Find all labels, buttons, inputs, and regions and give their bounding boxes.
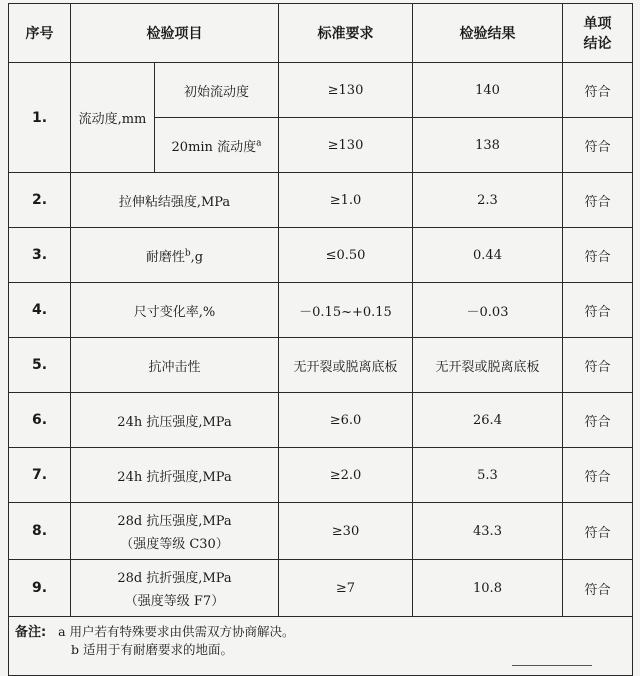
row-number: 6.	[9, 393, 71, 448]
result-value: 无开裂或脱离底板	[413, 338, 563, 393]
result-value: 5.3	[413, 448, 563, 503]
conclusion-value: 符合	[563, 228, 633, 283]
conclusion-value: 符合	[563, 63, 633, 118]
result-value: 10.8	[413, 560, 563, 617]
standard-value: ≥130	[279, 118, 413, 173]
item-name: 尺寸变化率,%	[71, 283, 279, 338]
header-conclusion-line1: 单项	[583, 16, 612, 32]
item-name: 24h 抗折强度,MPa	[71, 448, 279, 503]
item-name	[71, 503, 279, 560]
conclusion-value: 符合	[563, 393, 633, 448]
standard-value: ≥7	[279, 560, 413, 617]
conclusion-value: 符合	[563, 118, 633, 173]
result-value: 26.4	[413, 393, 563, 448]
conclusion-value: 符合	[563, 283, 633, 338]
conclusion-value: 符合	[563, 448, 633, 503]
row-number: 8.	[9, 503, 71, 560]
table-row	[9, 63, 633, 118]
header-row	[9, 4, 633, 63]
item-grade: （强度等级 F7）	[124, 594, 225, 609]
header-conclusion	[563, 4, 633, 63]
item-name: 拉伸粘结强度,MPa	[71, 173, 279, 228]
item-label: 28d 抗压强度,MPa	[117, 514, 232, 529]
standard-value: ≥30	[279, 503, 413, 560]
notes-cell	[9, 617, 633, 676]
result-value: 43.3	[413, 503, 563, 560]
inspection-sheet	[8, 3, 632, 676]
header-no: 序号	[9, 4, 71, 63]
row-number: 2.	[9, 173, 71, 228]
item-name: 24h 抗压强度,MPa	[71, 393, 279, 448]
table-row	[9, 393, 633, 448]
item-label: 28d 抗折强度,MPa	[117, 571, 232, 586]
table-row	[9, 173, 633, 228]
row-number: 1.	[9, 63, 71, 173]
item-grade: （强度等级 C30）	[120, 537, 229, 552]
header-result: 检验结果	[413, 4, 563, 63]
standard-value: ≤0.50	[279, 228, 413, 283]
standard-value: －0.15~+0.15	[279, 283, 413, 338]
row-number: 3.	[9, 228, 71, 283]
item-unit: ,g	[190, 249, 204, 265]
sub-item-name: 初始流动度	[155, 63, 279, 118]
sub-item-label: 20min 流动度	[171, 139, 257, 155]
item-name	[71, 560, 279, 617]
inspection-table	[8, 3, 633, 676]
notes-row	[9, 617, 633, 676]
footnote-mark: b	[184, 248, 191, 259]
row-number: 9.	[9, 560, 71, 617]
header-item: 检验项目	[71, 4, 279, 63]
conclusion-value: 符合	[563, 503, 633, 560]
standard-value: ≥1.0	[279, 173, 413, 228]
item-name: 流动度,mm	[71, 63, 155, 173]
table-row	[9, 283, 633, 338]
note-a: a 用户若有特殊要求由供需双方协商解决。	[58, 624, 295, 639]
standard-value: ≥130	[279, 63, 413, 118]
row-number: 4.	[9, 283, 71, 338]
result-value: 138	[413, 118, 563, 173]
signature-line	[512, 665, 592, 666]
table-row	[9, 503, 633, 560]
standard-value: ≥6.0	[279, 393, 413, 448]
notes-label: 备注:	[15, 625, 47, 640]
result-value: 140	[413, 63, 563, 118]
item-name	[71, 228, 279, 283]
result-value: 2.3	[413, 173, 563, 228]
footnote-mark: a	[256, 138, 262, 149]
table-row	[9, 560, 633, 617]
result-value: 0.44	[413, 228, 563, 283]
standard-value: 无开裂或脱离底板	[279, 338, 413, 393]
item-label: 耐磨性	[145, 249, 185, 265]
item-name: 抗冲击性	[71, 338, 279, 393]
row-number: 7.	[9, 448, 71, 503]
conclusion-value: 符合	[563, 338, 633, 393]
table-row	[9, 448, 633, 503]
table-row	[9, 338, 633, 393]
note-b: b 适用于有耐磨要求的地面。	[71, 642, 233, 657]
row-number: 5.	[9, 338, 71, 393]
conclusion-value: 符合	[563, 560, 633, 617]
header-conclusion-line2: 结论	[583, 36, 612, 52]
result-value: －0.03	[413, 283, 563, 338]
sub-item-name	[155, 118, 279, 173]
standard-value: ≥2.0	[279, 448, 413, 503]
table-row	[9, 228, 633, 283]
note-a-line	[15, 621, 626, 640]
header-standard: 标准要求	[279, 4, 413, 63]
conclusion-value: 符合	[563, 173, 633, 228]
